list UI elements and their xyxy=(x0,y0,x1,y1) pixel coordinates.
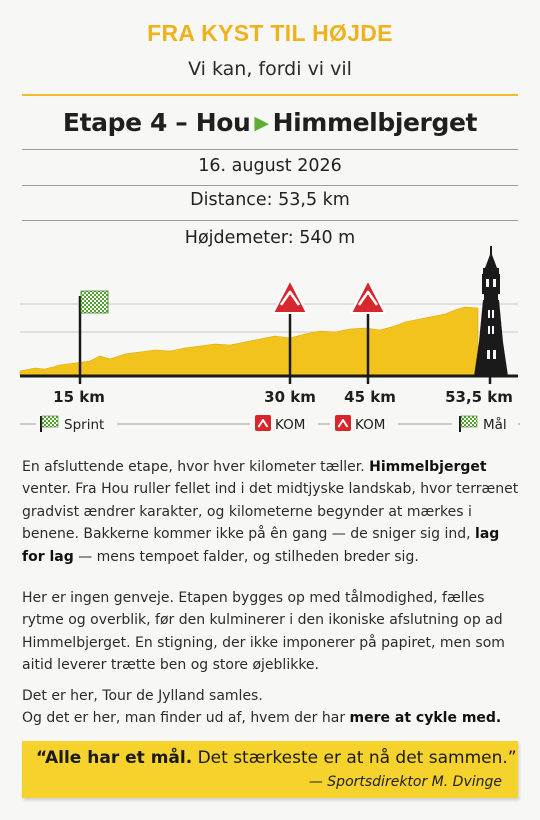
checkered-flag-icon xyxy=(81,291,108,313)
km-label: 15 km xyxy=(53,388,105,406)
stage-elevation: Højdemeter: 540 m xyxy=(184,228,356,248)
text-run: Det er her, Tour de Jylland samles. xyxy=(22,688,263,704)
text-run: — mens tempoet falder, og stilheden breder sig. xyxy=(73,548,419,565)
stage-distance: Distance: 53,5 km xyxy=(190,190,350,210)
elevation-profile xyxy=(0,244,540,444)
checkered-flag-icon xyxy=(460,416,477,432)
brand-title: FRA KYST TIL HØJDE xyxy=(147,20,393,46)
legend-finish: Mål xyxy=(483,417,507,433)
paragraph-middle: Her er ingen genveje. Etapen bygges op med tålmodighed, fælles rytme og overblik, før den kulminerer i den ikoniske afslutning op ad Himmelbjerget. En stigning, der ikke imponerer på papiret, men som aitid leverer trætte ben og store øjeblikke. xyxy=(22,590,505,674)
divider xyxy=(22,185,518,186)
paragraph-closing xyxy=(22,685,522,730)
legend-sprint: Sprint xyxy=(64,417,105,433)
checkered-flag-icon xyxy=(41,416,58,432)
text-emphasis: Himmelbjerget xyxy=(369,459,487,475)
tagline: Vi kan, fordi vi vil xyxy=(188,58,352,80)
text-run: Og det er her, man finder ud af, hvem der har xyxy=(22,710,350,727)
km-label: 30 km xyxy=(264,388,316,406)
text-run: venter. Fra Hou ruller fellet ind i det midtjyske landskab, hvor terrænet gradvist ændrer karakter, og kilometerne begynder at mærkes i benene. Bakkerne kommer ikke på ên gang — de sniger sig ind, xyxy=(22,481,519,543)
terrain-area xyxy=(20,307,478,376)
stage-from: Hou xyxy=(195,108,251,137)
kom-badge-icon xyxy=(335,415,351,431)
paragraph-intro xyxy=(22,456,522,568)
quote-box xyxy=(22,741,518,798)
legend-kom: KOM xyxy=(275,417,306,433)
quote-emphasis: “Alle har et mål. xyxy=(36,748,193,768)
gold-divider xyxy=(22,94,518,96)
stage-title xyxy=(0,108,540,137)
text-run: En afsluttende etape, hvor hver kilometer tæller. xyxy=(22,459,370,475)
text-emphasis: lag for lag xyxy=(22,526,500,565)
quote-text xyxy=(36,748,517,768)
legend-kom: KOM xyxy=(355,417,386,433)
text-emphasis: mere at cykle med. xyxy=(349,710,502,727)
divider xyxy=(22,149,518,150)
quote-attribution: — Sportsdirektor M. Dvinge xyxy=(308,774,502,790)
stage-label: Etape 4 – xyxy=(62,108,188,137)
stage-to: Himmelbjerget xyxy=(272,108,478,137)
quote-rest: Det stærkeste er at nå det sammen.” xyxy=(192,748,517,768)
divider xyxy=(22,220,518,221)
km-label: 45 km xyxy=(344,388,396,406)
km-label: 53,5 km xyxy=(445,388,513,406)
play-arrow-icon: ▶ xyxy=(254,112,269,134)
stage-date: 16. august 2026 xyxy=(198,156,342,176)
kom-badge-icon xyxy=(255,415,271,431)
tower-icon xyxy=(474,246,508,376)
